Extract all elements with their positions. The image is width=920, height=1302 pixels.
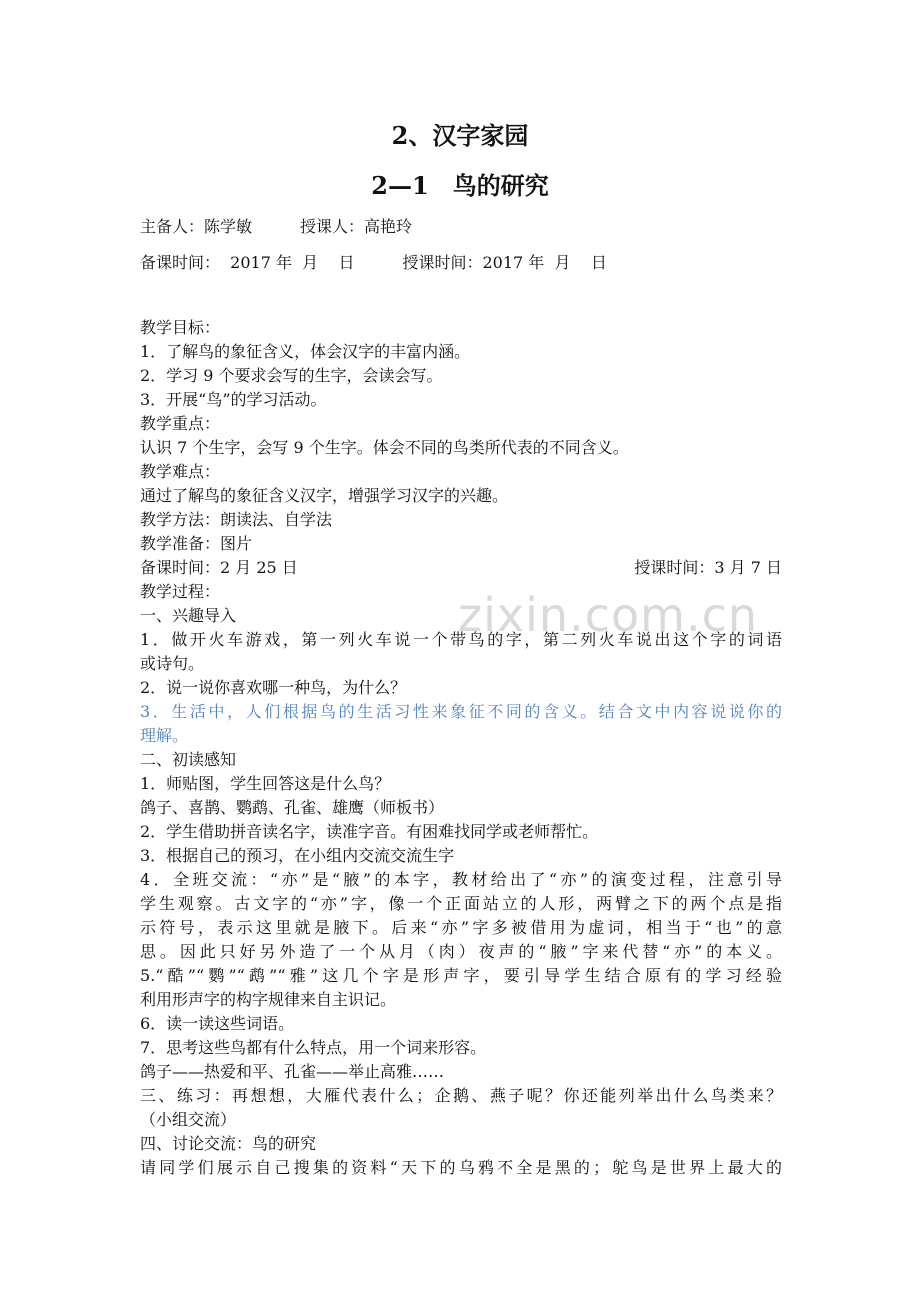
body-line: 利用形声字的构字规律来自主识记。 [140, 990, 397, 1009]
preparer-line: 主备人：陈学敏 授课人：高艳玲 [140, 217, 413, 236]
prep-date: 备课时间：2 月 25 日 [140, 558, 298, 577]
body-line: 2．说一说你喜欢哪一种鸟，为什么？ [140, 678, 407, 697]
body-line: （小组交流） [140, 1110, 237, 1129]
schedule-line [140, 556, 782, 580]
body-line: 二、初读感知 [140, 750, 237, 769]
body-line: 教学重点： [140, 414, 221, 433]
body-line: 2．学生借助拼音读名字，读准字音。有困难找同学或老师帮忙。 [140, 822, 599, 841]
body-line: 4．全班交流：“亦”是“腋”的本字，教材给出了“亦”的演变过程，注意引导 [140, 870, 782, 889]
body-line: 教学准备：图片 [140, 534, 253, 553]
prep-time-line: 备课时间： 2017 年 月 日 授课时间：2017 年 月 日 [140, 253, 607, 272]
lesson-body [140, 316, 782, 1180]
body-line: 一、兴趣导入 [140, 606, 237, 625]
body-line: 5.“酷”“鹦”“鹉”“雅”这几个字是形声字，要引导学生结合原有的学习经验 [140, 966, 782, 985]
body-line: 3．开展“鸟”的学习活动。 [140, 390, 327, 409]
body-line: 请同学们展示自己搜集的资料“天下的乌鸦不全是黑的；鸵鸟是世界上最大的 [140, 1158, 782, 1177]
body-line: 教学难点： [140, 462, 221, 481]
document-title: 2、汉字家园 [391, 121, 529, 150]
body-line: 示符号，表示这里就是腋下。后来“亦”字多被借用为虚词，相当于“也”的意 [140, 918, 782, 937]
body-line: 教学目标： [140, 318, 221, 337]
body-line: 7．思考这些鸟都有什么特点，用一个词来形容。 [140, 1038, 487, 1057]
body-line: 鸽子、喜鹊、鹦鹉、孔雀、雄鹰（师板书） [140, 798, 445, 817]
body-line: 四、讨论交流：鸟的研究 [140, 1134, 317, 1153]
body-line: 1．了解鸟的象征含义，体会汉字的丰富内涵。 [140, 342, 471, 361]
body-line: 3．根据自己的预习，在小组内交流交流生字 [140, 846, 455, 865]
body-line: 认识 7 个生字，会写 9 个生字。体会不同的鸟类所代表的不同含义。 [140, 438, 629, 457]
lesson-title: 2—1 鸟的研究 [371, 171, 549, 200]
body-line: 1．师贴图，学生回答这是什么鸟？ [140, 774, 391, 793]
body-line: 思。因此只好另外造了一个从月（肉）夜声的“腋”字来代替“亦”的本义。 [140, 942, 782, 961]
body-line: 通过了解鸟的象征含义汉字，增强学习汉字的兴趣。 [140, 486, 509, 505]
highlighted-line: 3．生活中，人们根据鸟的生活习性来象征不同的含义。结合文中内容说说你的 [140, 702, 782, 721]
body-line: 或诗句。 [140, 654, 205, 673]
body-line: 鸽子——热爱和平、孔雀——举止高雅…… [140, 1062, 445, 1081]
highlighted-line: 理解。 [140, 726, 189, 745]
body-line: 教学过程： [140, 582, 221, 601]
watermark: zixin.com.cn [458, 588, 759, 642]
body-line: 6．读一读这些词语。 [140, 1014, 295, 1033]
body-line: 1．做开火车游戏，第一列火车说一个带鸟的字，第二列火车说出这个字的词语 [140, 630, 782, 649]
body-line: 三、练习：再想想，大雁代表什么；企鹅、燕子呢？你还能列举出什么鸟类来？ [140, 1086, 782, 1105]
body-line: 教学方法：朗读法、自学法 [140, 510, 333, 529]
body-line: 2．学习 9 个要求会写的生字，会读会写。 [140, 366, 443, 385]
body-line: 学生观察。古文字的“亦”字，像一个正面站立的人形，两臂之下的两个点是指 [140, 894, 782, 913]
teach-date: 授课时间：3 月 7 日 [634, 558, 782, 577]
